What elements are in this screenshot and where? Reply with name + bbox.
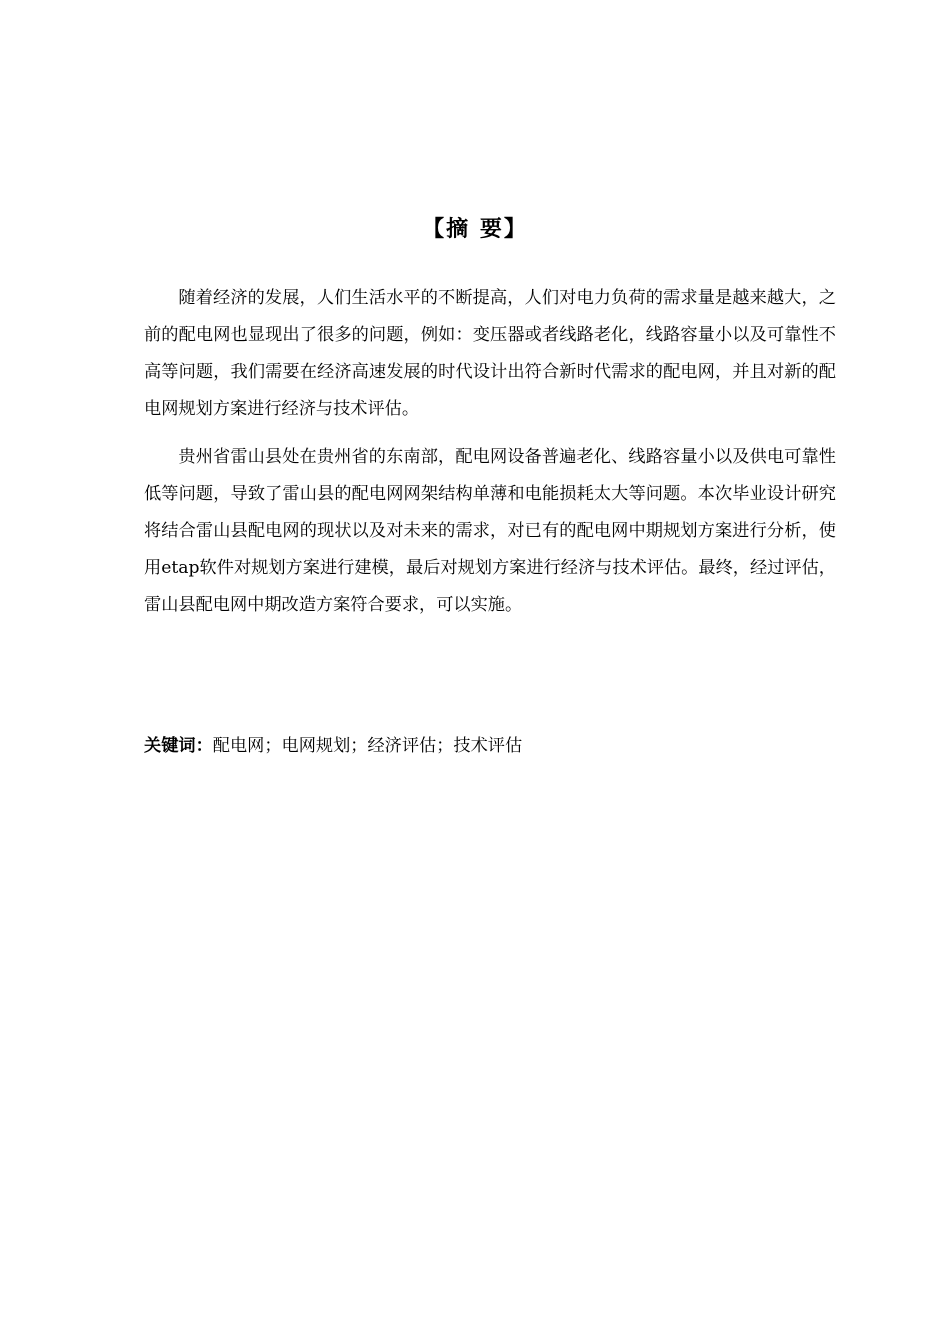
- keywords-line: [144, 732, 836, 760]
- keywords-label: 关键词：: [144, 736, 213, 756]
- abstract-title: 【摘 要】: [422, 217, 528, 242]
- abstract-paragraph-2: 贵州省雷山县处在贵州省的东南部，配电网设备普遍老化、线路容量小以及供电可靠性低等问题，导致了雷山县的配电网网架结构单薄和电能损耗太大等问题。本次毕业设计研究将结合雷山县配电网的现状以及对未来的需求，对已有的配电网中期规划方案进行分析，使用etap软件对规划方案进行建模，最后对规划方案进行经济与技术评估。最终，经过评估，雷山县配电网中期改造方案符合要求，可以实施。: [144, 447, 836, 615]
- abstract-paragraph-1: 随着经济的发展，人们生活水平的不断提高，人们对电力负荷的需求量是越来越大，之前的配电网也显现出了很多的问题，例如：变压器或者线路老化，线路容量小以及可靠性不高等问题，我们需要在经济高速发展的时代设计出符合新时代需求的配电网，并且对新的配电网规划方案进行经济与技术评估。: [144, 288, 836, 419]
- abstract-body: [144, 280, 836, 635]
- keywords-text: 配电网；电网规划；经济评估；技术评估: [212, 736, 523, 756]
